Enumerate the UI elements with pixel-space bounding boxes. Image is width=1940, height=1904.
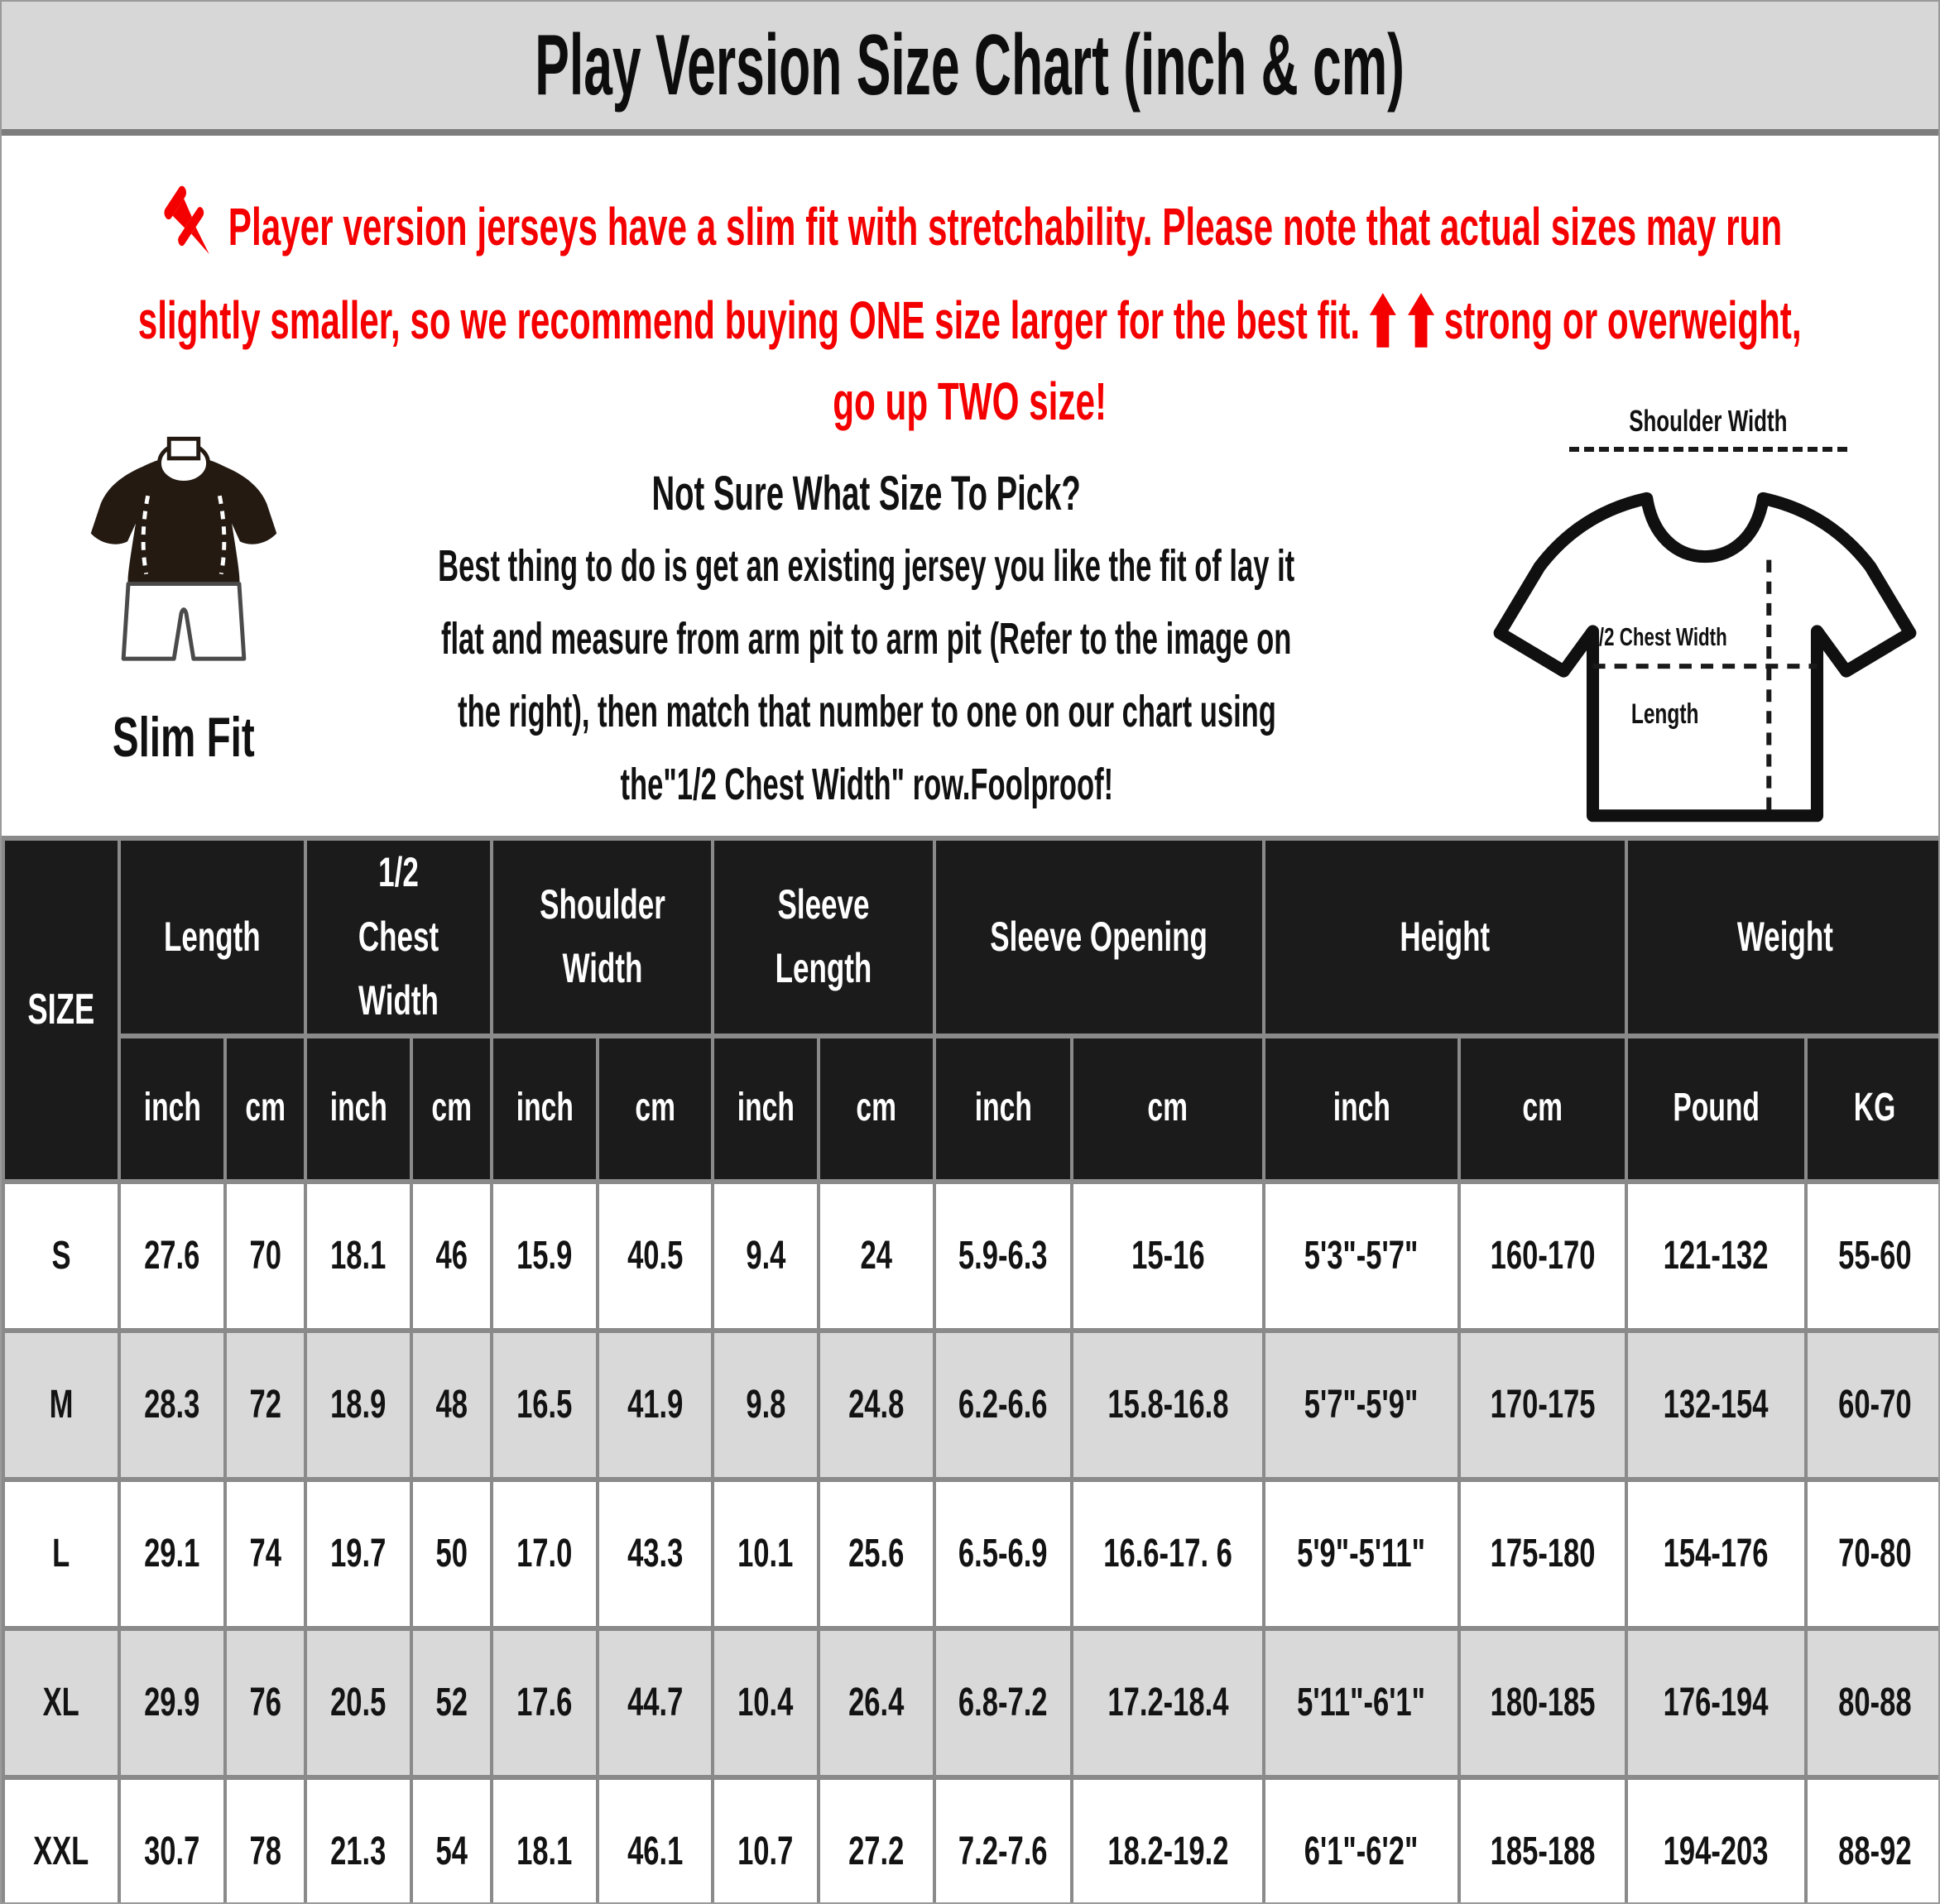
value-cell: 132-154 — [1626, 1331, 1806, 1480]
column-header-sleeve-opening: Sleeve Opening — [934, 838, 1264, 1036]
size-cell: M — [3, 1331, 119, 1480]
value-cell: 55-60 — [1806, 1182, 1940, 1331]
value-cell: 10.1 — [713, 1480, 819, 1628]
value-cell: 41.9 — [598, 1331, 713, 1480]
unit-header: cm — [819, 1036, 934, 1182]
value-cell: 88-92 — [1806, 1777, 1940, 1904]
value-cell: 20.5 — [305, 1628, 411, 1777]
table-row — [3, 1480, 1940, 1628]
value-cell: 70 — [225, 1182, 305, 1331]
value-cell: 70-80 — [1806, 1480, 1940, 1628]
unit-header: cm — [411, 1036, 492, 1182]
value-cell: 7.2-7.6 — [934, 1777, 1072, 1904]
value-cell: 40.5 — [598, 1182, 713, 1331]
value-cell: 18.1 — [305, 1182, 411, 1331]
value-cell: 50 — [411, 1480, 492, 1628]
value-cell: 25.6 — [819, 1480, 934, 1628]
value-cell: 5.9-6.3 — [934, 1182, 1072, 1331]
value-cell: 15.9 — [492, 1182, 598, 1331]
value-cell: 27.2 — [819, 1777, 934, 1904]
value-cell: 6'1"-6'2" — [1264, 1777, 1459, 1904]
title-bar — [2, 2, 1938, 136]
value-cell: 46.1 — [598, 1777, 713, 1904]
unit-header: cm — [1459, 1036, 1626, 1182]
up-arrow-icon — [1407, 290, 1435, 350]
value-cell: 9.4 — [713, 1182, 819, 1331]
fit-guide-section — [2, 391, 1940, 836]
column-header-sleeve-length: Sleeve Length — [713, 838, 934, 1036]
unit-header: inch — [934, 1036, 1072, 1182]
value-cell: 16.6-17. 6 — [1072, 1480, 1264, 1628]
table-row — [3, 1628, 1940, 1777]
column-header-length: Length — [119, 838, 305, 1036]
table-header-row — [3, 838, 1940, 1036]
value-cell: 6.5-6.9 — [934, 1480, 1072, 1628]
value-cell: 29.9 — [119, 1628, 225, 1777]
tshirt-measure-diagram — [1477, 404, 1940, 829]
shoulder-width-label: Shoulder Width — [1629, 404, 1788, 438]
value-cell: 18.2-19.2 — [1072, 1777, 1264, 1904]
value-cell: 30.7 — [119, 1777, 225, 1904]
guide-heading: Not Sure What Size To Pick? — [651, 466, 1082, 520]
value-cell: 19.7 — [305, 1480, 411, 1628]
value-cell: 54 — [411, 1777, 492, 1904]
unit-header: cm — [598, 1036, 713, 1182]
value-cell: 121-132 — [1626, 1182, 1806, 1331]
guide-line: Best thing to do is get an existing jersey you like the fit of lay it — [438, 541, 1295, 591]
value-cell: 10.7 — [713, 1777, 819, 1904]
value-cell: 6.2-6.6 — [934, 1331, 1072, 1480]
value-cell: 16.5 — [492, 1331, 598, 1480]
unit-header: inch — [1264, 1036, 1459, 1182]
value-cell: 175-180 — [1459, 1480, 1626, 1628]
slim-fit-figure-icon — [78, 434, 290, 685]
notice-text-1: Player version jerseys have a slim fit with stretchability. Please note that actual sizes may run — [228, 197, 1782, 257]
value-cell: 176-194 — [1626, 1628, 1806, 1777]
guide-line: flat and measure from arm pit to arm pit (Refer to the image on — [441, 614, 1292, 664]
value-cell: 60-70 — [1806, 1331, 1940, 1480]
unit-header: inch — [305, 1036, 411, 1182]
unit-header: inch — [492, 1036, 598, 1182]
column-header-weight: Weight — [1626, 838, 1940, 1036]
value-cell: 29.1 — [119, 1480, 225, 1628]
value-cell: 17.0 — [492, 1480, 598, 1628]
value-cell: 10.4 — [713, 1628, 819, 1777]
value-cell: 194-203 — [1626, 1777, 1806, 1904]
size-cell: L — [3, 1480, 119, 1628]
value-cell: 44.7 — [598, 1628, 713, 1777]
unit-header: inch — [119, 1036, 225, 1182]
value-cell: 5'7"-5'9" — [1264, 1331, 1459, 1480]
value-cell: 28.3 — [119, 1331, 225, 1480]
value-cell: 15.8-16.8 — [1072, 1331, 1264, 1480]
value-cell: 170-175 — [1459, 1331, 1626, 1480]
value-cell: 48 — [411, 1331, 492, 1480]
length-label: Length — [1631, 698, 1699, 730]
value-cell: 15-16 — [1072, 1182, 1264, 1331]
value-cell: 5'9"-5'11" — [1264, 1480, 1459, 1628]
column-header-half-chest-width: 1/2 Chest Width — [305, 838, 492, 1036]
notice-line-2 — [2, 290, 1938, 351]
guide-line: the right), then match that number to one on our chart using — [457, 687, 1276, 736]
slim-fit-label: Slim Fit — [113, 706, 255, 769]
up-arrow-icon — [1369, 290, 1397, 350]
value-cell: 9.8 — [713, 1331, 819, 1480]
value-cell: 5'11"-6'1" — [1264, 1628, 1459, 1777]
notice-text-2a: slightly smaller, so we recommend buying ONE size larger for the best fit. — [138, 290, 1361, 350]
table-row — [3, 1777, 1940, 1904]
notice-line-1 — [2, 184, 1938, 270]
unit-header: Pound — [1626, 1036, 1806, 1182]
unit-header: inch — [713, 1036, 819, 1182]
guide-line: the"1/2 Chest Width" row.Foolproof! — [620, 760, 1113, 809]
value-cell: 24.8 — [819, 1331, 934, 1480]
half-chest-width-label: 1/2 Chest Width — [1588, 622, 1727, 651]
size-cell: XXL — [3, 1777, 119, 1904]
shoulder-width-dashed-line — [1569, 447, 1847, 452]
value-cell: 17.6 — [492, 1628, 598, 1777]
column-header-shoulder-width: Shoulder Width — [492, 838, 713, 1036]
value-cell: 6.8-7.2 — [934, 1628, 1072, 1777]
value-cell: 21.3 — [305, 1777, 411, 1904]
value-cell: 72 — [225, 1331, 305, 1480]
value-cell: 46 — [411, 1182, 492, 1331]
table-row — [3, 1182, 1940, 1331]
value-cell: 52 — [411, 1628, 492, 1777]
value-cell: 27.6 — [119, 1182, 225, 1331]
value-cell: 17.2-18.4 — [1072, 1628, 1264, 1777]
value-cell: 18.1 — [492, 1777, 598, 1904]
value-cell: 76 — [225, 1628, 305, 1777]
value-cell: 26.4 — [819, 1628, 934, 1777]
page-title: Play Version Size Chart (inch & cm) — [535, 17, 1405, 113]
unit-header: cm — [225, 1036, 305, 1182]
value-cell: 74 — [225, 1480, 305, 1628]
unit-header: KG — [1806, 1036, 1940, 1182]
value-cell: 18.9 — [305, 1331, 411, 1480]
notice-text-2b: strong or overweight, — [1444, 290, 1802, 350]
value-cell: 160-170 — [1459, 1182, 1626, 1331]
value-cell: 185-188 — [1459, 1777, 1626, 1904]
value-cell: 43.3 — [598, 1480, 713, 1628]
table-subheader-row — [3, 1036, 1940, 1182]
value-cell: 78 — [225, 1777, 305, 1904]
size-chart-table — [2, 836, 1940, 1904]
unit-header: cm — [1072, 1036, 1264, 1182]
value-cell: 180-185 — [1459, 1628, 1626, 1777]
pushpin-icon — [158, 184, 223, 270]
column-header-size: SIZE — [3, 838, 119, 1182]
guide-text — [275, 457, 1458, 821]
value-cell: 80-88 — [1806, 1628, 1940, 1777]
table-row — [3, 1331, 1940, 1480]
value-cell: 5'3"-5'7" — [1264, 1182, 1459, 1331]
value-cell: 154-176 — [1626, 1480, 1806, 1628]
size-cell: S — [3, 1182, 119, 1331]
notice-text-3: go up TWO size! — [833, 372, 1107, 431]
value-cell: 24 — [819, 1182, 934, 1331]
column-header-height: Height — [1264, 838, 1626, 1036]
size-cell: XL — [3, 1628, 119, 1777]
